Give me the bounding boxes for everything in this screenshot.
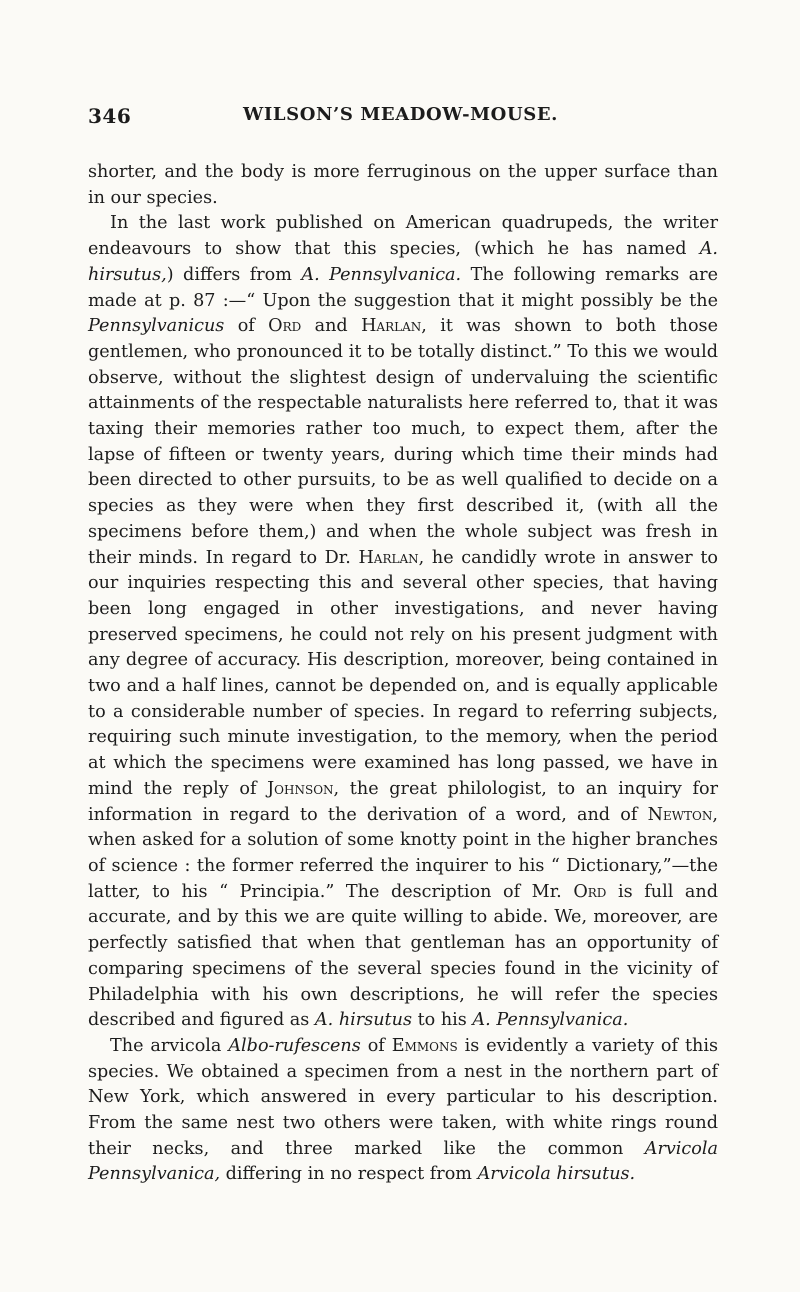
text-run: and [301,316,362,337]
text-run: , he candidly wrote in answer to our inquiries respecting this and several other species, that having been long engaged in other investigations, and never having preserved specimens, he could not rely on his present judgment with any degree of accuracy. His description, moreover, being contained in two and a half lines, cannot be depended on, and is equally applicable to a considerable number of species. In regard to referring subjects, requiring such minute investigation, to the memory, when the period at which the specimens were examined has long passed, we have in mind the reply of [88,547,718,799]
author-name: Newton [647,804,713,825]
author-name: Ord [573,881,607,902]
text-run: differing in no respect from [220,1164,478,1185]
text-run: , when asked for a solution of some knotty point in the higher branches of science : the former referred the inquirer to his “ Dictionary,”—the latter, to his “ Principia.” The description of Mr. [88,804,718,902]
species-name: Albo-rufescens [228,1035,361,1056]
species-name: A. Pennsylvanica. [472,1010,629,1031]
text-run: shorter, and the body is more ferruginous on the upper surface than in our species. [88,162,718,208]
author-name: Johnson [267,778,334,799]
text-run: ) differs from [166,264,302,285]
species-name: Arvicola Pennsylvanica, [88,1138,718,1185]
text-run: The arvicola [110,1035,229,1056]
species-name: A. hirsutus, [88,239,718,285]
page-body [88,160,718,1188]
paragraph-3 [88,1034,718,1188]
species-name: A. Pennsylvanica. [301,264,462,285]
text-run: is evidently a variety of this species. We obtained a specimen from a nest in the northern part of New York, which answered in every particular to his description. From the same nest two others were taken, with white rings round their necks, and three marked like the common [88,1035,719,1159]
text-run: of [224,316,269,337]
text-run: In the last work published on American quadrupeds, the writer endeavours to show that this species, (which he has named [88,213,718,260]
running-title: WILSON’S MEADOW-MOUSE. [243,104,559,125]
text-run: to his [411,1010,473,1031]
page-number: 346 [88,104,132,128]
page-header [88,104,718,136]
author-name: Harlan [358,547,419,568]
text-run: The following remarks are made at p. 87 :—“ Upon the suggestion that it might possibly be the [88,264,718,311]
paragraph-1 [88,160,718,211]
text-run: , the great philologist, to an inquiry for information in regard to the derivation of a word, and of [88,778,718,825]
text-run: , it was shown to both those gentlemen, who pronounced it to be totally distinct.” To this we would observe, without the slightest design of undervaluing the scientific attainments of the respectable naturalists here referred to, that it was taxing their memories rather too much, to expect them, after the lapse of fifteen or twenty years, during which time their minds had been directed to other pursuits, to be as well qualified to decide on a species as they were when they first described it, (with all the specimens before them,) and when the whole subject was fresh in their minds. In regard to Dr. [88,316,718,568]
species-name: Pennsylvanicus [88,316,225,337]
paragraph-2 [88,211,718,1034]
species-name: Arvicola hirsutus. [477,1164,636,1185]
author-name: Harlan [361,316,422,337]
text-run: of [360,1035,392,1056]
text-run: is full and accurate, and by this we are quite willing to abide. We, moreover, are perfectly satisfied that when that gentleman has an opportunity of comparing specimens of the several species found in the vicinity of Philadelphia with his own descriptions, he will refer the species described and figured as [88,881,718,1031]
author-name: Ord [268,316,302,337]
species-name: A. hirsutus [314,1010,412,1031]
author-name: Emmons [391,1035,458,1056]
